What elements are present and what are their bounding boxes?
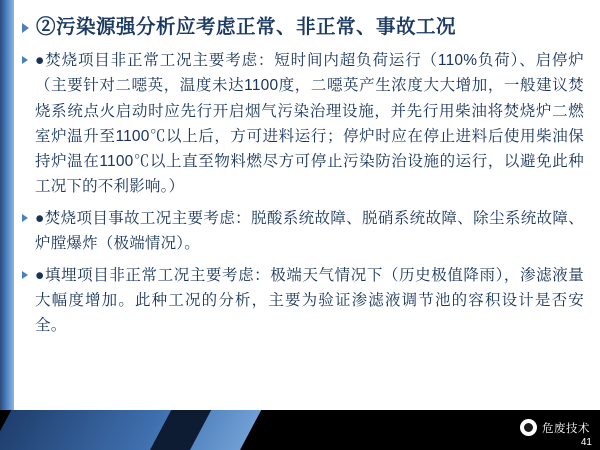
- paragraph-item: [22, 48, 584, 199]
- paragraph-item: [22, 263, 584, 338]
- triangle-bullet-icon: [22, 56, 28, 64]
- slide-content: [22, 14, 584, 346]
- slide-footer: [0, 410, 600, 450]
- brand-watermark: [520, 419, 590, 436]
- brand-name: 危废技术: [542, 422, 590, 435]
- paragraph-text: ●填埋项目非正常工况主要考虑：极端天气情况下（历史极值降雨），渗滤液量大幅度增加。此种工况的分析，主要为验证渗滤液调节池的容积设计是否安全。: [35, 267, 584, 335]
- triangle-bullet-icon: [22, 214, 28, 222]
- paragraph-text: ●焚烧项目事故工况主要考虑：脱酸系统故障、脱硝系统故障、除尘系统故障、炉膛爆炸（极端情况）。: [35, 209, 584, 253]
- left-accent-bar-divider: [14, 0, 17, 450]
- footer-diagonal-accent: [0, 410, 261, 450]
- circle-logo-icon: [520, 419, 537, 436]
- paragraph-item: [22, 206, 584, 256]
- left-accent-bar: [0, 0, 14, 450]
- triangle-bullet-icon: [22, 271, 28, 279]
- page-number: 41: [580, 437, 592, 448]
- paragraph-text: ●焚烧项目非正常工况主要考虑：短时间内超负荷运行（110%负荷）、启停炉（主要针对二噁英，温度未达1100度，二噁英产生浓度大大增加，一般建议焚烧系统点火启动时应先行开启烟气污染治理设施，并先行用柴油将焚烧炉二燃室炉温升至1100℃以上后，方可进料运行；停炉时应在停止进料后使用柴油保持炉温在1100℃以上直至物料燃尽方可停止污染防治设施的运行，以避免此种工况下的不利影响。）: [35, 52, 584, 195]
- triangle-bullet-icon: [22, 23, 29, 33]
- page-title: ②污染源强分析应考虑正常、非正常、事故工况: [36, 16, 457, 38]
- slide-title-row: [22, 14, 584, 40]
